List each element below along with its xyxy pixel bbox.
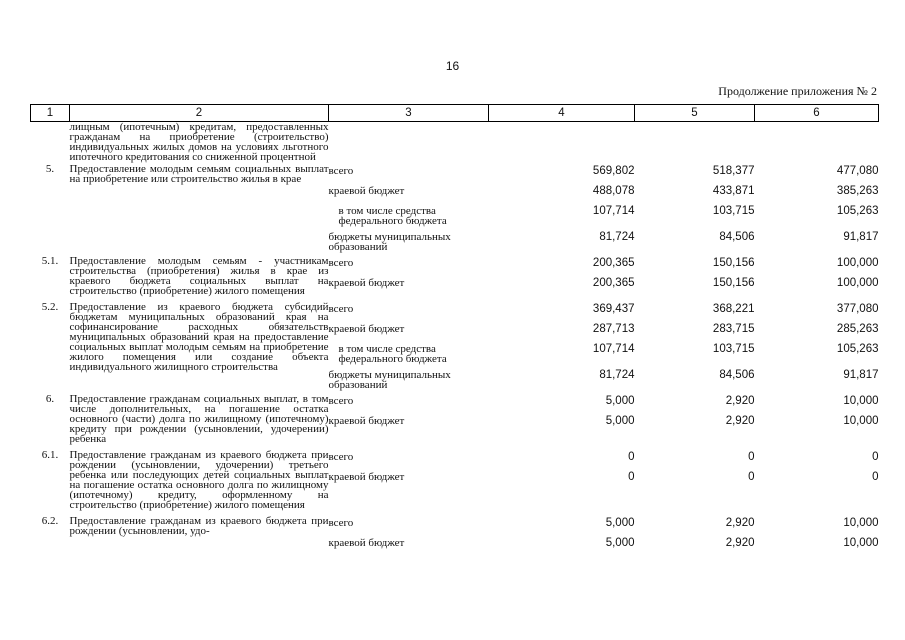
funding-source-label: всего <box>328 303 354 315</box>
value-cell-v4 <box>489 256 635 302</box>
value-cell-v5 <box>635 122 755 165</box>
row-description: Предоставление гражданам из краевого бюджета при рождении (усыновлении, удо- <box>69 515 329 537</box>
page-number: 16 <box>445 59 460 73</box>
column-header: 4 <box>489 105 635 122</box>
value-cell-v6 <box>755 450 879 516</box>
table-row <box>31 450 879 516</box>
funding-source-label: краевой бюджет <box>328 471 405 483</box>
funding-source-cell <box>329 164 489 256</box>
value: 84,506 <box>719 369 755 381</box>
table-row <box>31 122 879 165</box>
funding-source-label: краевой бюджет <box>328 537 405 549</box>
table-row <box>31 394 879 450</box>
value: 5,000 <box>605 395 635 407</box>
value: 0 <box>748 471 755 483</box>
row-number <box>31 122 70 165</box>
value-cell-v5 <box>635 394 755 450</box>
table-row <box>31 516 879 556</box>
value-cell-v4 <box>489 164 635 256</box>
funding-source-cell <box>329 516 489 556</box>
row-number: 5. <box>45 163 55 175</box>
funding-source-cell <box>329 450 489 516</box>
value: 107,714 <box>592 205 635 217</box>
row-number: 6.1. <box>41 449 59 461</box>
value-cell-v6 <box>755 302 879 394</box>
value: 10,000 <box>843 415 879 427</box>
value: 488,078 <box>592 185 635 197</box>
value: 91,817 <box>843 369 879 381</box>
value: 5,000 <box>605 537 635 549</box>
row-description: Предоставление из краевого бюджета субсидий бюджетам муниципальных образований края на софинансирование расходных обязательств муниципальных образований края на предоставление социальных выплат молодым семьям на приобретение жилого помещения или создание объекта индивидуального жилищного строительства <box>69 301 329 373</box>
value: 285,263 <box>836 323 879 335</box>
value: 103,715 <box>712 205 755 217</box>
funding-source-label: краевой бюджет <box>328 277 405 289</box>
funding-source-cell <box>329 302 489 394</box>
row-number: 5.2. <box>41 301 59 313</box>
table-row <box>31 164 879 256</box>
value: 10,000 <box>843 537 879 549</box>
value: 433,871 <box>712 185 755 197</box>
value: 100,000 <box>836 277 879 289</box>
column-header: 6 <box>755 105 879 122</box>
funding-source-label: бюджеты муниципальных образований <box>328 369 451 391</box>
column-header: 1 <box>31 105 70 122</box>
value-cell-v5 <box>635 256 755 302</box>
row-number: 6. <box>45 393 55 405</box>
value: 0 <box>872 451 879 463</box>
value: 103,715 <box>712 343 755 355</box>
row-number: 5.1. <box>41 255 59 267</box>
funding-source-label: бюджеты муниципальных образований <box>328 231 451 253</box>
row-number: 6.2. <box>41 515 59 527</box>
value-cell-v6 <box>755 122 879 165</box>
value: 518,377 <box>712 165 755 177</box>
column-header: 5 <box>635 105 755 122</box>
value: 283,715 <box>712 323 755 335</box>
value: 5,000 <box>605 415 635 427</box>
funding-source-cell <box>329 256 489 302</box>
funding-source-label: краевой бюджет <box>328 323 405 335</box>
value: 5,000 <box>605 517 635 529</box>
row-description: лищным (ипотечным) кредитам, предоставленных гражданам на приобретение (строительство) индивидуальных жилых домов на условиях льготного ипотечного кредитования со сниженной процентной <box>69 121 329 163</box>
funding-source-cell <box>329 394 489 450</box>
funding-source-label: всего <box>328 257 354 269</box>
value: 105,263 <box>836 205 879 217</box>
value-cell-v4 <box>489 122 635 165</box>
value: 287,713 <box>592 323 635 335</box>
funding-source-label: в том числе средства федерального бюджета <box>338 205 447 227</box>
funding-source-cell <box>329 122 489 165</box>
funding-source-label: всего <box>328 395 354 407</box>
value-cell-v6 <box>755 164 879 256</box>
value: 2,920 <box>725 537 755 549</box>
table-header-row <box>31 105 879 122</box>
value: 81,724 <box>599 369 635 381</box>
value-cell-v4 <box>489 516 635 556</box>
value: 105,263 <box>836 343 879 355</box>
funding-source-label: в том числе средства федерального бюджета <box>338 343 447 365</box>
appendix-caption: Продолжение приложения № 2 <box>718 84 877 98</box>
value: 369,437 <box>592 303 635 315</box>
funding-source-label: всего <box>328 517 354 529</box>
table-row <box>31 256 879 302</box>
value: 385,263 <box>836 185 879 197</box>
value: 150,156 <box>712 277 755 289</box>
value: 477,080 <box>836 165 879 177</box>
row-description: Предоставление молодым семьям социальных выплат на приобретение или строительство жилья в крае <box>69 163 329 185</box>
column-header: 2 <box>70 105 329 122</box>
funding-source-label: краевой бюджет <box>328 185 405 197</box>
column-header: 3 <box>329 105 489 122</box>
value-cell-v6 <box>755 394 879 450</box>
value-cell-v6 <box>755 516 879 556</box>
value-cell-v5 <box>635 164 755 256</box>
value: 377,080 <box>836 303 879 315</box>
value: 100,000 <box>836 257 879 269</box>
value: 2,920 <box>725 415 755 427</box>
row-description: Предоставление молодым семьям - участникам строительства (приобретения) жилья в крае из краевого бюджета социальных выплат на строительство (приобретение) жилого помещения <box>69 255 329 297</box>
value: 2,920 <box>725 517 755 529</box>
row-description: Предоставление гражданам социальных выплат, в том числе дополнительных, на погашение остатка основного (части) долга по жилищному (ипотечному) кредиту при рождении (усыновлении, удочерении) ребенка <box>69 393 329 445</box>
value: 368,221 <box>712 303 755 315</box>
funding-source-label: краевой бюджет <box>328 415 405 427</box>
value-cell-v5 <box>635 302 755 394</box>
value-cell-v5 <box>635 516 755 556</box>
value: 569,802 <box>592 165 635 177</box>
value-cell-v5 <box>635 450 755 516</box>
value: 107,714 <box>592 343 635 355</box>
budget-table <box>30 104 879 556</box>
value: 200,365 <box>592 277 635 289</box>
value: 84,506 <box>719 231 755 243</box>
funding-source-label: всего <box>328 451 354 463</box>
value-cell-v4 <box>489 302 635 394</box>
row-description: Предоставление гражданам из краевого бюджета при рождении (усыновлении, удочерении) третьего ребенка или последующих детей социальных выплат на погашение остатка основного долга по жилищному (ипотечному) кредиту, оформленному на строительство (приобретение) жилого помещения <box>69 449 329 511</box>
value: 10,000 <box>843 395 879 407</box>
value: 0 <box>872 471 879 483</box>
value: 81,724 <box>599 231 635 243</box>
value: 150,156 <box>712 257 755 269</box>
funding-source-label: всего <box>328 165 354 177</box>
value: 0 <box>748 451 755 463</box>
value: 10,000 <box>843 517 879 529</box>
value: 200,365 <box>592 257 635 269</box>
value-cell-v6 <box>755 256 879 302</box>
value-cell-v4 <box>489 394 635 450</box>
value: 0 <box>628 451 635 463</box>
table-row <box>31 302 879 394</box>
value: 91,817 <box>843 231 879 243</box>
value: 2,920 <box>725 395 755 407</box>
value-cell-v4 <box>489 450 635 516</box>
value: 0 <box>628 471 635 483</box>
